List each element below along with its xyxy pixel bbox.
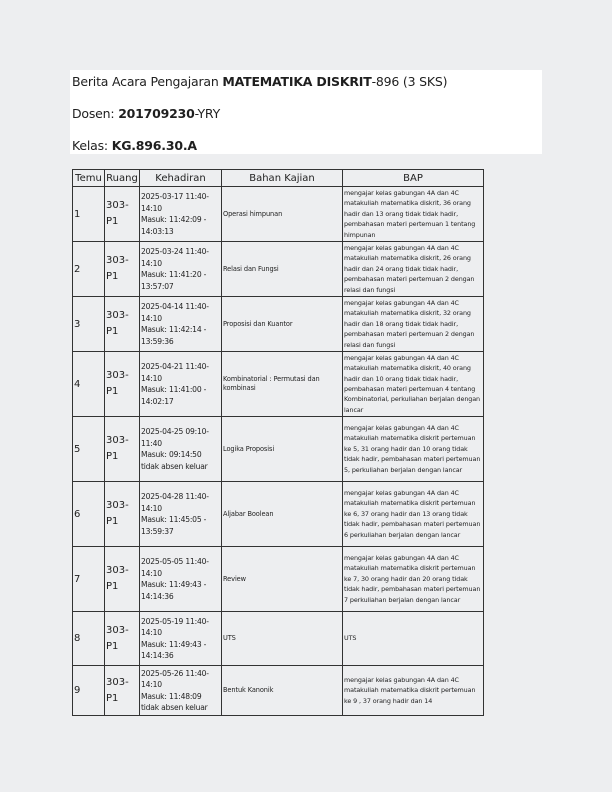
check-in-time: Masuk: 11:41:20 - 13:57:07 <box>141 270 207 291</box>
col-header-bahan-kajian: Bahan Kajian <box>222 170 343 187</box>
teaching-report: mengajar kelas gabungan 4A dan 4C matakuliah matematika diskrit, 40 orang hadir dan 10 orang tidak tidak hadir, pembahasan materi pertemuan 4 tentang Kombinatorial, perkuliahan berjalan dengan lancar <box>343 352 484 417</box>
room: 303-P1 <box>105 352 140 417</box>
document-title <box>72 74 447 89</box>
room: 303-P1 <box>105 297 140 352</box>
teaching-report: mengajar kelas gabungan 4A dan 4C matakuliah matematika diskrit, 36 orang hadir dan 13 orang tidak tidak hadir, pembahasan materi pertemuan 1 tentang himpunan <box>343 187 484 242</box>
table-row <box>73 666 484 716</box>
lecturer-label: Dosen: <box>72 106 119 121</box>
attendance <box>140 482 222 547</box>
lecturer-id: 201709230 <box>118 106 195 121</box>
col-header-bap: BAP <box>343 170 484 187</box>
class-code: KG.896.30.A <box>111 138 197 153</box>
class-label: Kelas: <box>72 138 112 153</box>
schedule-time: 2025-03-17 11:40-14:10 <box>141 192 209 213</box>
col-header-ruang: Ruang <box>105 170 140 187</box>
table-row <box>73 242 484 297</box>
attendance <box>140 547 222 612</box>
topic: Kombinatorial : Permutasi dan kombinasi <box>222 352 343 417</box>
table-row <box>73 187 484 242</box>
check-in-time: Masuk: 11:49:43 - 14:14:36 <box>141 639 207 660</box>
topic: Aljabar Boolean <box>222 482 343 547</box>
meeting-number: 2 <box>73 242 105 297</box>
check-in-time: Masuk: 09:14:50 tidak absen keluar <box>141 450 208 471</box>
check-in-time: Masuk: 11:42:09 - 14:03:13 <box>141 215 207 236</box>
schedule-time: 2025-04-14 11:40-14:10 <box>141 302 209 323</box>
teaching-report: mengajar kelas gabungan 4A dan 4C matakuliah matematika diskrit, 32 orang hadir dan 18 orang tidak tidak hadir, pembahasan materi pertemuan 2 dengan relasi dan fungsi <box>343 297 484 352</box>
schedule-time: 2025-05-26 11:40-14:10 <box>141 668 209 689</box>
room: 303-P1 <box>105 547 140 612</box>
table-row <box>73 297 484 352</box>
teaching-report: mengajar kelas gabungan 4A dan 4C matakuliah matematika diskrit pertemuan ke 7, 30 orang hadir dan 20 orang tidak tidak hadir, pembahasan materi pertemuan 7 perkuliahan berjalan dengan lancar <box>343 547 484 612</box>
topic: Logika Proposisi <box>222 417 343 482</box>
table-row <box>73 547 484 612</box>
topic: UTS <box>222 612 343 666</box>
attendance <box>140 666 222 716</box>
check-in-time: Masuk: 11:41:00 - 14:02:17 <box>141 385 207 406</box>
room: 303-P1 <box>105 187 140 242</box>
meeting-number: 8 <box>73 612 105 666</box>
meeting-number: 9 <box>73 666 105 716</box>
class-line <box>72 138 197 153</box>
topic: Bentuk Kanonik <box>222 666 343 716</box>
teaching-report: mengajar kelas gabungan 4A dan 4C matakuliah matematika diskrit, 26 orang hadir dan 24 orang tidak tidak hadir, pembahasan materi pertemuan 2 dengan relasi dan fungsi <box>343 242 484 297</box>
schedule-time: 2025-05-05 11:40-14:10 <box>141 557 209 578</box>
table-header-row <box>73 170 484 187</box>
check-in-time: Masuk: 11:45:05 - 13:59:37 <box>141 515 207 536</box>
table-row <box>73 417 484 482</box>
room: 303-P1 <box>105 666 140 716</box>
topic: Operasi himpunan <box>222 187 343 242</box>
teaching-report: UTS <box>343 612 484 666</box>
schedule-time: 2025-03-24 11:40-14:10 <box>141 247 209 268</box>
check-in-time: Masuk: 11:48:09 tidak absen keluar <box>141 691 208 712</box>
document-header <box>70 70 542 154</box>
attendance <box>140 612 222 666</box>
table-row <box>73 482 484 547</box>
table-row <box>73 352 484 417</box>
teaching-report: mengajar kelas gabungan 4A dan 4C matakuliah matematika diskrit pertemuan ke 5, 31 orang hadir dan 10 orang tidak tidak hadir, pembahasan materi pertemuan 5, perkuliahan berjalan dengan lancar <box>343 417 484 482</box>
meeting-number: 5 <box>73 417 105 482</box>
title-prefix: Berita Acara Pengajaran <box>72 74 223 89</box>
meeting-number: 1 <box>73 187 105 242</box>
table-row <box>73 612 484 666</box>
topic: Proposisi dan Kuantor <box>222 297 343 352</box>
room: 303-P1 <box>105 482 140 547</box>
attendance <box>140 352 222 417</box>
lecturer-code: -YRY <box>194 106 221 121</box>
room: 303-P1 <box>105 242 140 297</box>
schedule-time: 2025-04-25 09:10-11:40 <box>141 427 209 448</box>
attendance <box>140 242 222 297</box>
col-header-temu: Temu <box>73 170 105 187</box>
room: 303-P1 <box>105 417 140 482</box>
meeting-table <box>72 169 484 716</box>
check-in-time: Masuk: 11:49:43 - 14:14:36 <box>141 580 207 601</box>
topic: Relasi dan Fungsi <box>222 242 343 297</box>
teaching-report: mengajar kelas gabungan 4A dan 4C matakuliah matematika diskrit pertemuan ke 6, 37 orang hadir dan 13 orang tidak tidak hadir, pembahasan materi pertemuan 6 perkuliahan berjalan dengan lancar <box>343 482 484 547</box>
check-in-time: Masuk: 11:42:14 - 13:59:36 <box>141 325 207 346</box>
col-header-kehadiran: Kehadiran <box>140 170 222 187</box>
lecturer-line <box>72 106 220 121</box>
meeting-number: 3 <box>73 297 105 352</box>
room: 303-P1 <box>105 612 140 666</box>
attendance <box>140 187 222 242</box>
meeting-number: 7 <box>73 547 105 612</box>
meeting-number: 4 <box>73 352 105 417</box>
schedule-time: 2025-05-19 11:40-14:10 <box>141 616 209 637</box>
meeting-number: 6 <box>73 482 105 547</box>
course-code-sks: -896 (3 SKS) <box>371 74 448 89</box>
teaching-report: mengajar kelas gabungan 4A dan 4C matakuliah matematika diskrit pertemuan ke 9 , 37 orang hadir dan 14 <box>343 666 484 716</box>
topic: Review <box>222 547 343 612</box>
course-name: MATEMATIKA DISKRIT <box>222 74 372 89</box>
attendance <box>140 417 222 482</box>
schedule-time: 2025-04-28 11:40-14:10 <box>141 492 209 513</box>
schedule-time: 2025-04-21 11:40-14:10 <box>141 362 209 383</box>
attendance <box>140 297 222 352</box>
